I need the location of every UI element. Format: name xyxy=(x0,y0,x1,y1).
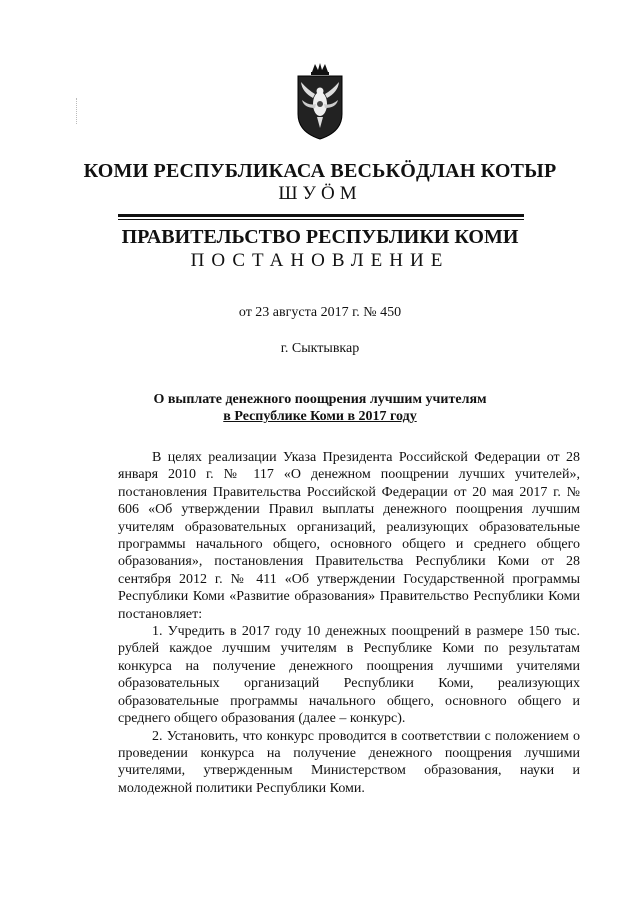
document-date: от 23 августа 2017 г. № 450 xyxy=(238,305,402,320)
divider-thin xyxy=(118,219,524,220)
divider-thick xyxy=(118,214,524,217)
document-heading-line2: в Республике Коми в 2017 году xyxy=(223,409,417,424)
body-paragraph-preamble: В целях реализации Указа Президента Российской Федерации от 28 января 2010 г. № 117 «О денежном поощрении лучших учителей», постановления Правительства Российской Федерации от 20 мая 2017 г. № 606 «Об утверждении Правил выплаты денежного поощрения лучшим учителям образовательных организаций, реализующих образовательные программы начального общего, основного общего и среднего общего образования», постановления Правительства Республики Коми от 28 сентября 2012 г. № 411 «Об утверждении Государственной программы Республики Коми «Развитие образования» Правительство Республики Коми постановляет: xyxy=(118,450,580,622)
margin-mark xyxy=(76,98,78,124)
document-city: г. Сыктывкар xyxy=(280,341,360,356)
document-body xyxy=(118,449,580,797)
document-heading-line1: О выплате денежного поощрения лучшим учителям xyxy=(153,392,487,407)
komi-title: КОМИ РЕСПУБЛИКАСА ВЕСЬКÖДЛАН КОТЫР xyxy=(83,160,557,182)
komi-subtitle: ШУÖМ xyxy=(278,183,362,204)
body-paragraph-1: 1. Учредить в 2017 году 10 денежных поощрений в размере 150 тыс. рублей каждое лучшим учителям в Республике Коми по результатам конкурса на получение денежного поощрения лучшими учителями образовательных организаций Республики Коми, реализующих образовательные программы начального общего, основного общего и среднего общего образования (далее – конкурс). xyxy=(118,624,580,727)
coat-of-arms-icon xyxy=(296,62,344,140)
gov-subtitle: ПОСТАНОВЛЕНИЕ xyxy=(190,250,450,271)
gov-title: ПРАВИТЕЛЬСТВО РЕСПУБЛИКИ КОМИ xyxy=(121,226,519,248)
document-heading-line2-wrapper xyxy=(0,409,640,425)
body-paragraph-2: 2. Установить, что конкурс проводится в соответствии с положением о проведении конкурса на получение денежного поощрения лучшими учителями, утвержденным Министерством образования, науки и молодежной политики Республики Коми. xyxy=(118,728,580,796)
